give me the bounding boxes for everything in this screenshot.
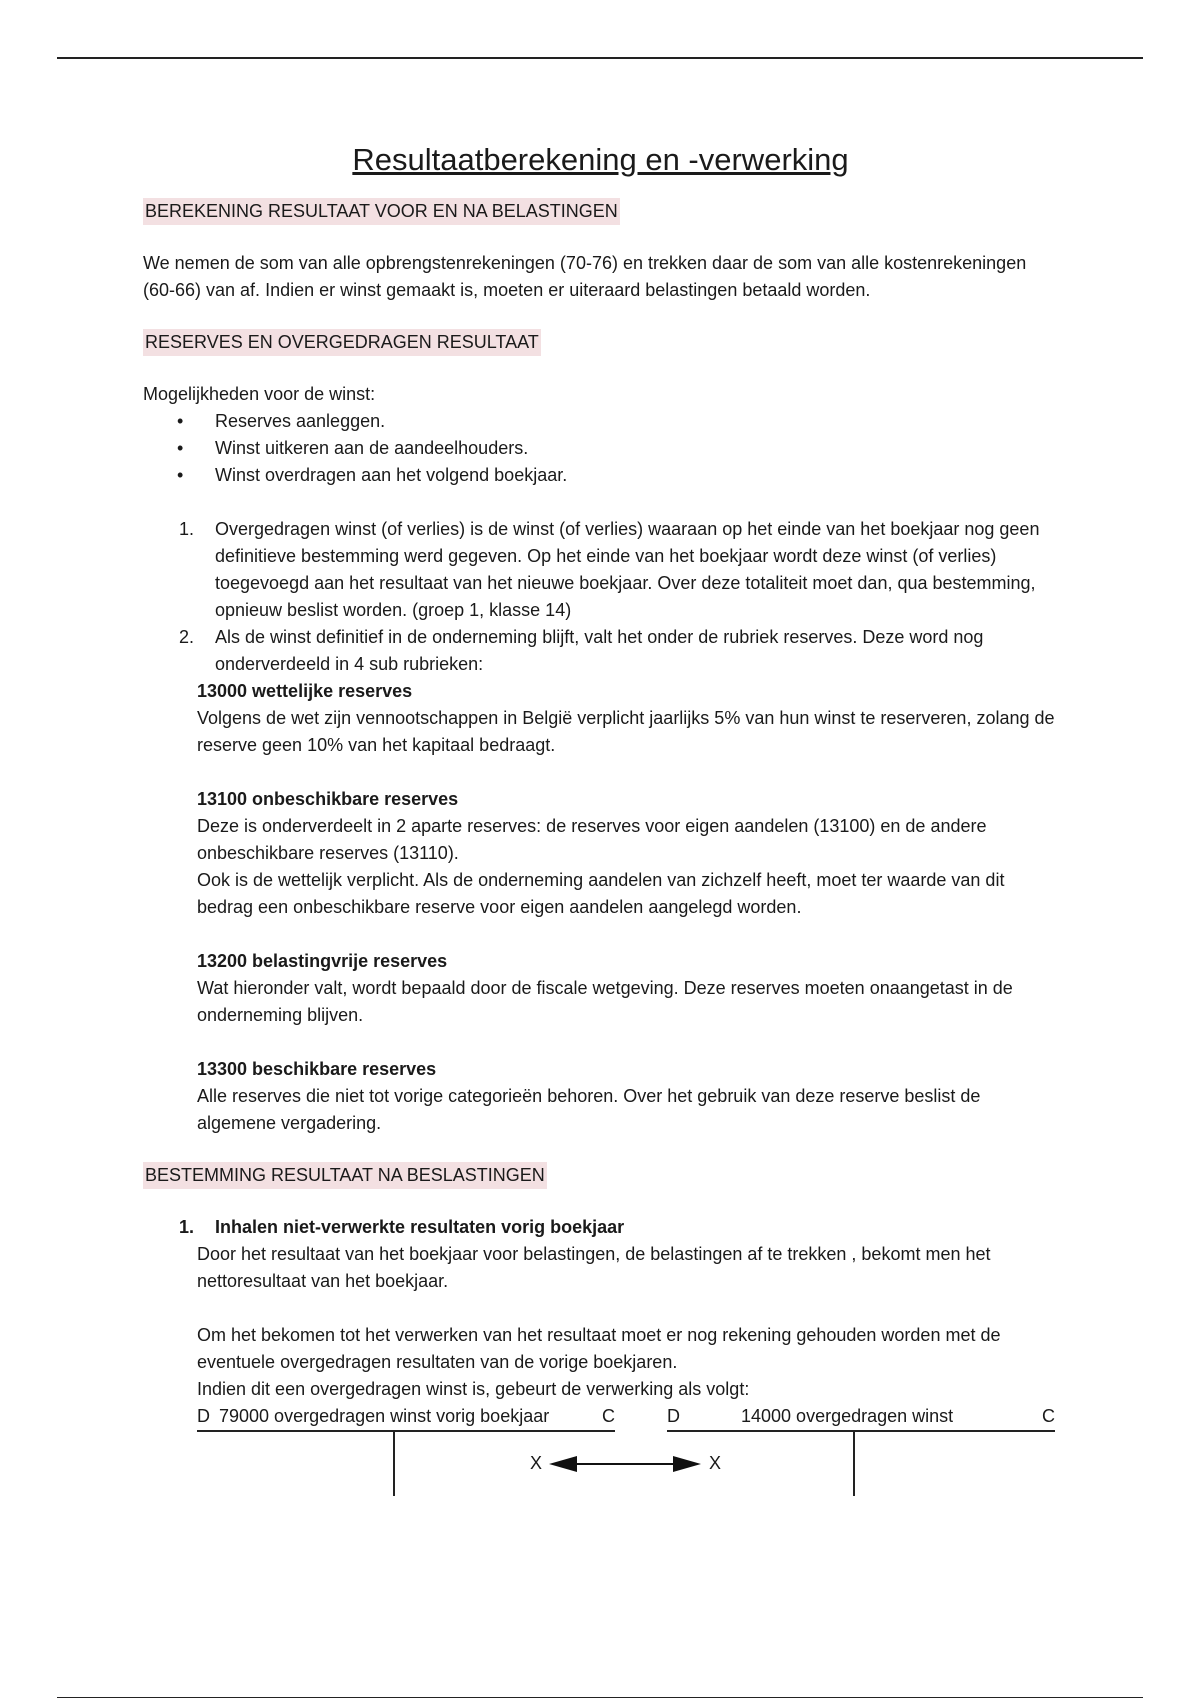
subsection-text: Volgens de wet zijn vennootschappen in België verplicht jaarlijks 5% van hun winst te reserveren, zolang de reserve geen 10% van het kapitaal bedraagt. (197, 708, 1055, 755)
subsection-title: 13000 wettelijke reserves (197, 681, 413, 701)
numbered-list (143, 1214, 1058, 1241)
subsection-text: Alle reserves die niet tot vorige categorieën behoren. Over het gebruik van deze reserve beslist de algemene vergadering. (197, 1086, 981, 1133)
list-item-text: Overgedragen winst (of verlies) is de winst (of verlies) waaraan op het einde van het boekjaar nog geen definitieve bestemming werd gegeven. Op het einde van het boekjaar wordt deze winst (of verlies) toegevoegd aan het resultaat van het nieuwe boekjaar. Over deze totaliteit moet dan, qua bestemming, opnieuw beslist worden. (groep 1, klasse 14) (215, 519, 1040, 620)
reserves-subsections (143, 678, 1058, 1137)
subsection-title: 13300 beschikbare reserves (197, 1059, 437, 1079)
section-heading: BESTEMMING RESULTAAT NA BESLASTINGEN (143, 1162, 547, 1189)
bullet-item: • Winst uitkeren aan de aandeelhouders. (143, 435, 1058, 462)
section-heading: RESERVES EN OVERGEDRAGEN RESULTAAT (143, 329, 541, 356)
document-page (143, 140, 1058, 1483)
list-item (143, 624, 1058, 678)
intro-text: Mogelijkheden voor de winst: (143, 384, 376, 404)
bullet-item: • Winst overdragen aan het volgend boekjaar. (143, 462, 1058, 489)
section-heading: BEREKENING RESULTAAT VOOR EN NA BELASTINGEN (143, 198, 620, 225)
bullet-list (143, 408, 1058, 489)
page-title: Resultaatberekening en -verwerking (352, 142, 849, 177)
subsection-text: Wat hieronder valt, wordt bepaald door de fiscale wetgeving. Deze reserves moeten onaangetast in de onderneming blijven. (197, 978, 1013, 1025)
paragraph: Indien dit een overgedragen winst is, gebeurt de verwerking als volgt: (197, 1379, 750, 1399)
footer-rule (57, 1697, 1143, 1698)
bestemming-body (143, 1241, 1058, 1403)
transfer-arrow-group (197, 1450, 1055, 1480)
x-mark-right: X (709, 1453, 722, 1473)
subsection-title: 13200 belastingvrije reserves (197, 951, 448, 971)
list-item (143, 1214, 1058, 1241)
account-name: 79000 overgedragen winst vorig boekjaar (219, 1406, 550, 1426)
t-accounts-diagram (197, 1403, 1055, 1483)
credit-label: C (602, 1406, 615, 1426)
section-bestemming (143, 1162, 1058, 1483)
section-berekening (143, 198, 1058, 304)
subsection-text: Ook is de wettelijk verplicht. Als de onderneming aandelen van zichzelf heeft, moet ter waarde van dit bedrag een onbeschikbare reserve voor eigen aandelen aangelegd worden. (197, 870, 1005, 917)
debit-label: D (667, 1406, 680, 1426)
x-mark-left: X (530, 1453, 543, 1473)
debit-label: D (197, 1406, 210, 1426)
paragraph: Door het resultaat van het boekjaar voor belastingen, de belastingen af te trekken , bekomt men het nettoresultaat van het boekjaar. (197, 1244, 991, 1291)
double-arrow-icon (549, 1453, 701, 1475)
subsection-title: 13100 onbeschikbare reserves (197, 789, 459, 809)
list-item-text: Als de winst definitief in de onderneming blijft, valt het onder de rubriek reserves. Deze word nog onderverdeeld in 4 sub rubrieken: (215, 627, 984, 674)
paragraph: Om het bekomen tot het verwerken van het resultaat moet er nog rekening gehouden worden met de eventuele overgedragen resultaten van de vorige boekjaren. (197, 1325, 1001, 1372)
t-account-14000 (667, 1403, 1055, 1432)
section-reserves (143, 329, 1058, 1137)
list-number: 1. (179, 519, 195, 539)
numbered-list (143, 516, 1058, 678)
list-number: 1. (179, 1217, 195, 1237)
list-item-title: Inhalen niet-verwerkte resultaten vorig boekjaar (215, 1217, 625, 1237)
account-name: 14000 overgedragen winst (741, 1406, 954, 1426)
credit-label: C (1042, 1406, 1055, 1426)
t-account-79000 (197, 1403, 615, 1432)
list-number: 2. (179, 627, 195, 647)
bullet-item: • Reserves aanleggen. (143, 408, 1058, 435)
section-paragraph: We nemen de som van alle opbrengstenrekeningen (70-76) en trekken daar de som van alle kostenrekeningen (60-66) van af. Indien er winst gemaakt is, moeten er uiteraard belastingen betaald worden. (143, 253, 1027, 300)
header-rule (57, 57, 1143, 59)
list-item (143, 516, 1058, 624)
subsection-text: Deze is onderverdeelt in 2 aparte reserves: de reserves voor eigen aandelen (13100) en de andere onbeschikbare reserves (13110). (197, 816, 987, 863)
